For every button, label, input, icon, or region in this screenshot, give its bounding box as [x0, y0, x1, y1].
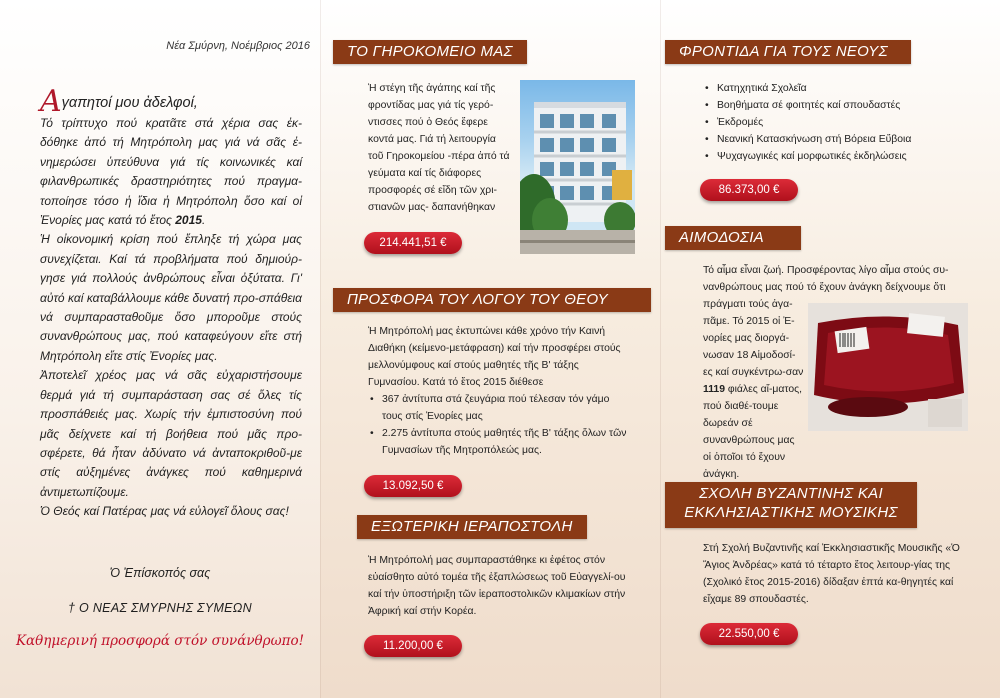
- youth-amount: 86.373,00 €: [700, 179, 798, 201]
- list-item: • 2.275 ἀντίτυπα στούς μαθητές τῆς Β' τάξης ὅλων τῶν Γυμνασίων τῆς Μητροπόλεώς μας.: [382, 425, 630, 459]
- youth-list: [703, 80, 973, 165]
- word-of-god-text: Ἡ Μητρόπολή μας ἐκτυπώνει κάθε χρόνο τήν Καινή Διαθήκη (κείμενο-μετάφραση) καί τήν προσφέρει στούς μελλονύμφους καί στούς μαθητές τῆς Β' τάξης Γυμνασίου. Κατά τό ἔτος 2015 διέθεσε • 367 ἀντίτυπα στά ζευγάρια πού τέλεσαν τόν γάμο τους στίς Ἐνορίες μας • 2.275 ἀντίτυπα στούς μαθητές τῆς Β' τάξης ὅλων τῶν Γυμνασίων τῆς Μητροπόλεώς μας.: [368, 323, 630, 459]
- letter-paragraph-2: Ἡ οἰκονομική κρίση πού ἔπληξε τή χώρα μας συνεχίζεται. Καί τά προβλήματα πού δημιούρ-γησε γιά πολλούς ἀνθρώπους εἶναι ὀξύτατα. Γι' αὐτό καί καταβάλλουμε κάθε δυνατή προ-σπάθεια νά συμπαρασταθοῦμε ὅσο μποροῦμε στούς συνανθρώπους μας, πού καταφεύγουν εἴτε στή Μητρόπολη εἴτε στίς Ἐνορίες μας.: [40, 232, 302, 363]
- blood-text-top: Τό αἷμα εἶναι ζωή. Προσφέροντας λίγο αἷμα στούς συ-νανθρώπους μας πού τό ἔχουν ἀνάγκη δείχνουμε ὅτι πράγματι τούς ἀγα-: [703, 265, 949, 310]
- music-amount: 22.550,00 €: [700, 623, 798, 645]
- mission-amount: 11.200,00 €: [364, 635, 462, 657]
- blood-header: ΑΙΜΟΔΟΣΙΑ: [665, 226, 801, 250]
- mission-text: Ἡ Μητρόπολή μας συμπαραστάθηκε κι ἐφέτος στόν εὐαίσθητο αὐτό τομέα τῆς ἐξαπλώσεως τοῦ Εὐαγγελί-ου καί τήν ὑποστήριξη τῶν ἱεραποστολικῶν κλιμακίων στήν Ἀφρική καί στήν Κορέα.: [368, 555, 626, 617]
- blood-bottles-count: 1119: [703, 384, 725, 395]
- list-item: • 367 ἀντίτυπα στά ζευγάρια πού τέλεσαν τόν γάμο τους στίς Ἐνορίες μας: [382, 391, 630, 425]
- fold-line-1: [320, 0, 321, 698]
- nursing-home-amount: 214.441,51 €: [364, 232, 462, 254]
- blood-bags-photo: [808, 303, 968, 431]
- mission-header: ΕΞΩΤΕΡΙΚΗ ΙΕΡΑΠΟΣΤΟΛΗ: [357, 515, 587, 539]
- youth-header: ΦΡΟΝΤΙΔΑ ΓΙΑ ΤΟΥΣ ΝΕΟΥΣ: [665, 40, 911, 64]
- nursing-home-photo: [520, 80, 635, 254]
- list-item: • Ψυχαγωγικές καί μορφωτικές ἐκδηλώσεις: [717, 148, 973, 165]
- building-illustration: [520, 80, 635, 254]
- music-header: ΣΧΟΛΗ ΒΥΖΑΝΤΙΝΗΣ ΚΑΙ ΕΚΚΛΗΣΙΑΣΤΙΚΗΣ ΜΟΥΣΙΚΗΣ: [665, 482, 917, 528]
- dateline: Νέα Σμύρνη, Νοέμβριος 2016: [166, 40, 310, 52]
- letter-paragraph-4: Ὁ Θεός καί Πατέρας μας νά εὐλογεῖ ὅλους σας!: [40, 504, 289, 519]
- list-item: • Ἐκδρομές: [717, 114, 973, 131]
- letter-year: 2015: [175, 213, 202, 228]
- greeting-text: γαπητοί μου ἀδελφοί,: [61, 95, 198, 111]
- list-item: • Βοηθήματα σέ φοιτητές καί σπουδαστές: [717, 97, 973, 114]
- music-text: Στή Σχολή Βυζαντινῆς καί Ἐκκλησιαστικῆς Μουσικῆς «Ὁ Ἅγιος Ἀνδρέας» κατά τό τέταρτο ἔτος λειτουρ-γίας της (Σχολικό ἔτος 2015-2016) δίδαξαν ἑπτά κα-θηγητές καί εἴχαμε 89 σπουδαστές.: [703, 543, 960, 605]
- nursing-home-text: Ἡ στέγη τῆς ἀγάπης καί τῆς φροντίδας μας γιά τίς γερό-ντισσες πού ὁ Θεός ἔφερε κοντά μας. Γιά τή λειτουργία τοῦ Γηροκομείου -πέρα ἀπό τά γεύματα καί τίς διάφορες προσφορές σέ εἴδη τῶν χρι-στιανῶν μας- δαπανήθηκαν: [368, 83, 510, 213]
- list-item: • Κατηχητικά Σχολεῖα: [717, 80, 973, 97]
- blood-bags-illustration: [808, 303, 968, 431]
- nursing-home-header: ΤΟ ΓΗΡΟΚΟΜΕΙΟ ΜΑΣ: [333, 40, 527, 64]
- word-of-god-header: ΠΡΟΣΦΟΡΑ ΤΟΥ ΛΟΓΟΥ ΤΟΥ ΘΕΟΥ: [333, 288, 651, 312]
- motto: Καθημερινή προσφορά στόν συνάνθρωπο!: [15, 633, 305, 649]
- letter-body: [40, 114, 302, 522]
- list-item: • Νεανική Κατασκήνωση στή Βόρεια Εὔβοια: [717, 131, 973, 148]
- word-of-god-amount: 13.092,50 €: [364, 475, 462, 497]
- word-of-god-list: [368, 391, 630, 459]
- letter-paragraph-1: Τό τρίπτυχο πού κρατᾶτε στά χέρια σας ἐκ-δόθηκε ἀπό τή Μητρόπολη μας γιά νά σᾶς ἐ-νημερώσει ὑπεύθυνα γιά τίς κοινωνικές καί φιλανθρωπικές δραστηριότητες πού πραγμα-τοποίησε τόσο ἡ ἴδια ἡ Μητρόπολη ὅσο καί οἱ Ἐνορίες μας κατά τό ἔτος 2015.: [40, 116, 302, 228]
- fold-line-2: [660, 0, 661, 698]
- signature-title: Ὁ Ἐπίσκοπός σας: [109, 566, 211, 580]
- letter-paragraph-3: Ἀποτελεῖ χρέος μας νά σᾶς εὐχαριστήσουμε θερμά γιά τή συμπαράσταση σας σέ ὅλες τίς προσπάθειές μας. Χωρίς τήν ἐμπιστοσύνη πού μᾶς δείχνετε καί τή βοήθεια πού μᾶς προ-σφέρετε, θά ἦταν ἀδύνατο νά ἀνταποκριθοῦ-με στίς αὐξημένες ἀνάγκες πού καθημερινά ἀντιμετωπίζουμε.: [40, 368, 302, 499]
- signature-name: † Ο ΝΕΑΣ ΣΜΥΡΝΗΣ ΣΥΜΕΩΝ: [68, 601, 252, 615]
- greeting-initial: Α: [40, 84, 62, 119]
- blood-text-side: πᾶμε. Τό 2015 οἱ Ἐ-νορίες μας διοργά-νωσαν 18 Αἱμοδοσί-ες καί συγκέντρω-σαν 1119 φιάλες αἵ-ματος, πού διαθέ-τουμε δωρεάν σέ συνανθρώπους μας οἱ ὁποῖοι τό ἔχουν ἀνάγκη.: [703, 316, 804, 480]
